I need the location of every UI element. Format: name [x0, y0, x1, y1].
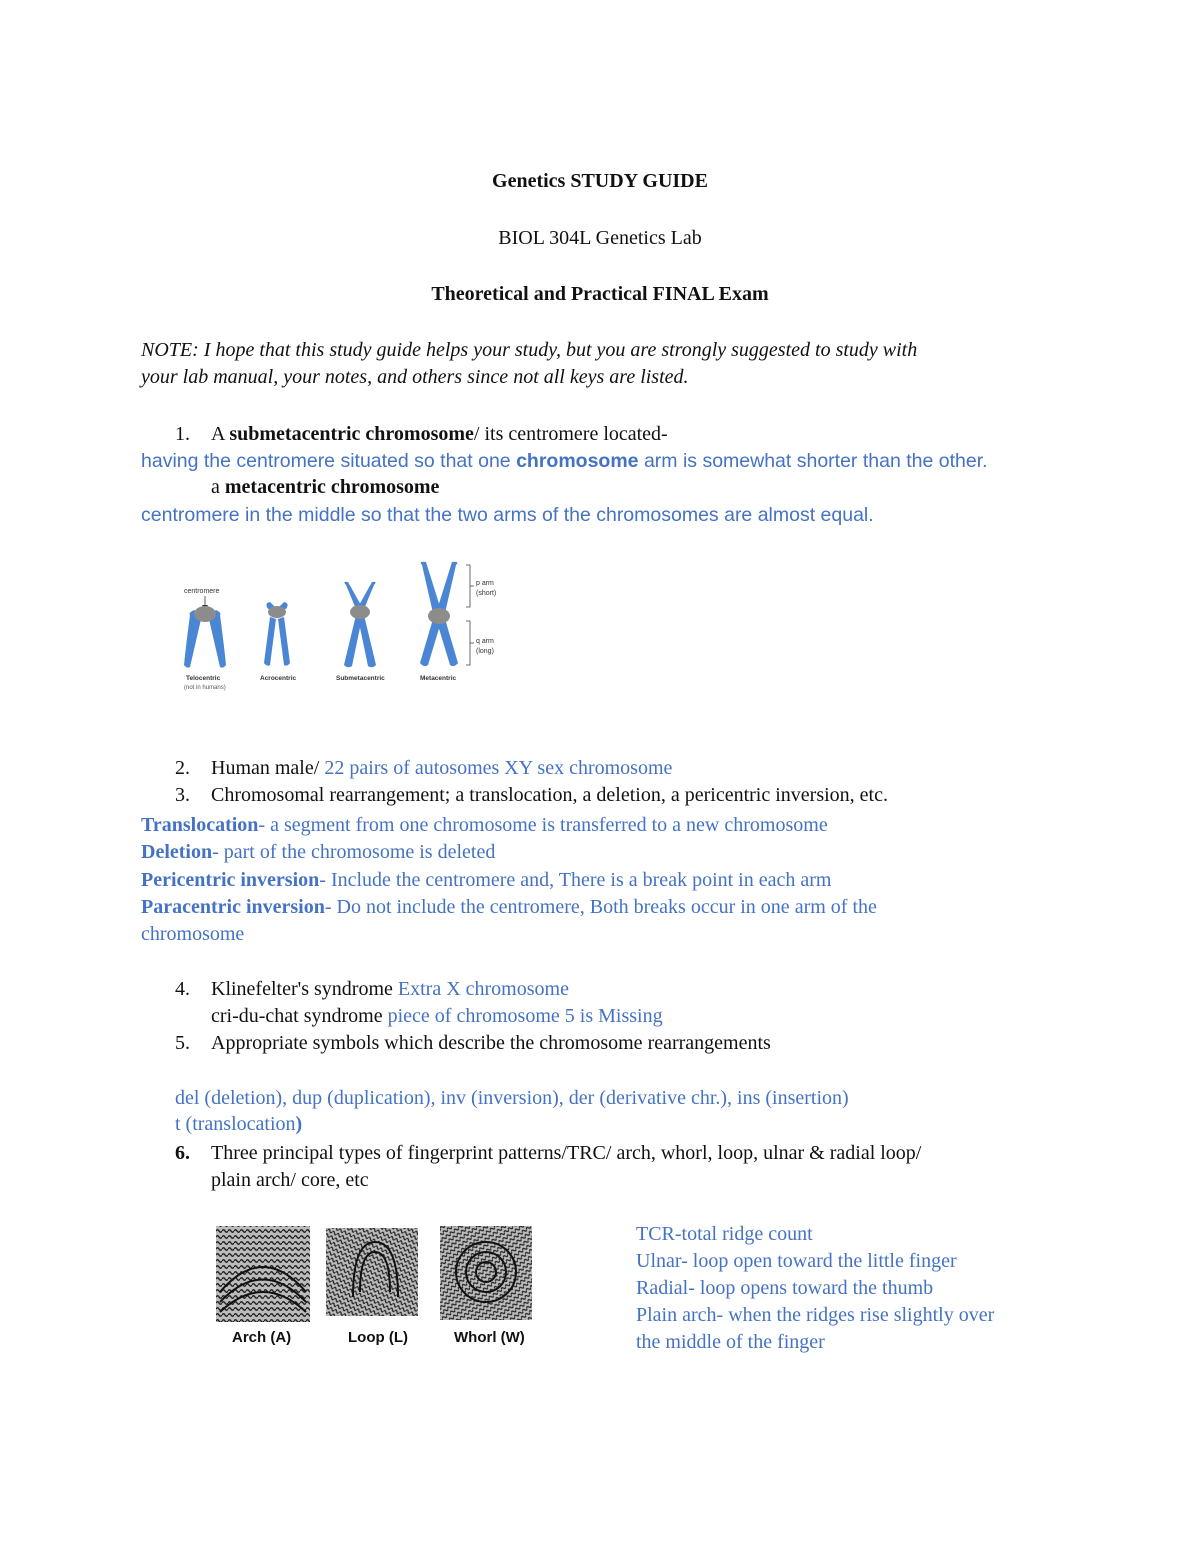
answer-cri-du-chat: piece of chromosome 5 is Missing	[387, 1005, 663, 1027]
question-4b: cri-du-chat syndrome piece of chromosome 5 is Missing	[211, 1005, 663, 1027]
label-acrocentric: Acrocentric	[260, 675, 297, 682]
page-title: Genetics STUDY GUIDE	[492, 170, 708, 192]
label-metacentric: Metacentric	[420, 675, 457, 682]
answer-metacentric: centromere in the middle so that the two arms of the chromosomes are almost equal.	[141, 504, 874, 526]
question-5: 5. Appropriate symbols which describe the chromosome rearrangements	[175, 1032, 771, 1054]
whorl-fingerprint	[440, 1226, 532, 1320]
p-arm-label: p arm	[476, 580, 494, 587]
metacentric-chromosome	[420, 562, 458, 666]
centromere-label: centromere	[184, 588, 220, 595]
label-whorl: Whorl (W)	[454, 1329, 525, 1346]
note-line-1: NOTE: I hope that this study guide helps your study, but you are strongly suggested to study with	[141, 339, 918, 361]
def-paracentric-inversion: Paracentric inversion- Do not include the centromere, Both breaks occur in one arm of the	[141, 896, 877, 918]
answer-submetacentric: having the centromere situated so that one chromosome arm is somewhat shorter than the other.	[141, 450, 988, 472]
def-pericentric-inversion: Pericentric inversion- Include the centromere and, There is a break point in each arm	[141, 869, 832, 891]
fingerprint-figure	[210, 1222, 550, 1352]
q-arm-label: q arm	[476, 638, 494, 645]
answer-klinefelter: Extra X chromosome	[397, 978, 569, 1000]
loop-fingerprint	[326, 1228, 418, 1316]
chromosome-diagram	[160, 555, 520, 705]
question-1: 1. A submetacentric chromosome/ its centromere located-	[175, 421, 668, 448]
note-ulnar: Ulnar- loop open toward the little finger	[636, 1250, 957, 1272]
question-6b: plain arch/ core, etc	[211, 1169, 369, 1191]
q-arm-sub: (long)	[476, 648, 494, 655]
label-telocentric-sub: (not in humans)	[184, 685, 226, 691]
question-6: 6. Three principal types of fingerprint patterns/TRC/ arch, whorl, loop, ulnar & radial loop/	[175, 1142, 922, 1164]
note-radial: Radial- loop opens toward the thumb	[636, 1277, 934, 1299]
exam-title: Theoretical and Practical FINAL Exam	[431, 283, 769, 305]
label-submetacentric: Submetacentric	[336, 675, 385, 682]
question-2: 2. Human male/ 22 pairs of autosomes XY sex chromosome	[175, 757, 673, 779]
answer-human-male: 22 pairs of autosomes XY sex chromosome	[324, 757, 673, 779]
telocentric-chromosome	[184, 606, 226, 668]
answer-symbols-1: del (deletion), dup (duplication), inv (inversion), der (derivative chr.), ins (insertion)	[175, 1087, 849, 1109]
question-3: 3. Chromosomal rearrangement; a translocation, a deletion, a pericentric inversion, etc.	[175, 784, 888, 806]
course-name: BIOL 304L Genetics Lab	[498, 227, 702, 249]
question-number: 1.	[175, 423, 190, 445]
question-4: 4. Klinefelter's syndrome Extra X chromosome	[175, 978, 569, 1000]
arch-fingerprint	[216, 1226, 310, 1322]
note-line-2: your lab manual, your notes, and others since not all keys are listed.	[141, 366, 689, 388]
submetacentric-chromosome	[344, 582, 376, 667]
p-arm-sub: (short)	[476, 590, 497, 597]
note-plain-arch: Plain arch- when the ridges rise slightly over	[636, 1304, 995, 1326]
term-metacentric: metacentric chromosome	[224, 476, 440, 498]
note-plain-arch-wrap: the middle of the finger	[636, 1331, 825, 1353]
term-submetacentric: submetacentric chromosome	[229, 423, 474, 445]
def-paracentric-wrap: chromosome	[141, 923, 245, 945]
note-tcr: TCR-total ridge count	[636, 1223, 813, 1245]
answer-symbols-2: t (translocation)	[175, 1113, 303, 1135]
acrocentric-chromosome	[264, 602, 290, 666]
def-translocation: Translocation- a segment from one chromosome is transferred to a new chromosome	[141, 814, 828, 836]
question-1b: a metacentric chromosome	[211, 476, 440, 498]
label-telocentric: Telocentric	[186, 675, 221, 682]
def-deletion: Deletion- part of the chromosome is deleted	[141, 841, 496, 863]
label-loop: Loop (L)	[348, 1329, 408, 1346]
label-arch: Arch (A)	[232, 1329, 292, 1346]
